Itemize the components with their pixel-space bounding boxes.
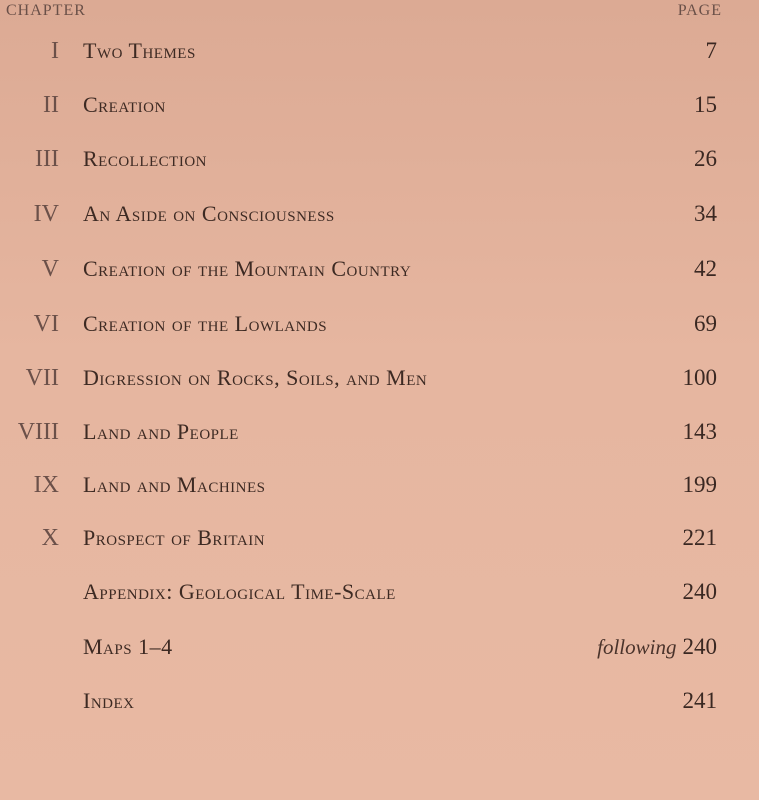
toc-row — [0, 686, 759, 726]
page-number: 221 — [682, 525, 717, 550]
page-number: 241 — [682, 688, 717, 713]
toc-row — [0, 254, 759, 294]
toc-row — [0, 523, 759, 563]
toc-row — [0, 199, 759, 239]
chapter-title: Prospect of Britain — [83, 525, 266, 550]
chapter-title: An Aside on Consciousness — [83, 201, 335, 226]
chapter-number: IX — [33, 472, 59, 498]
toc-row — [0, 309, 759, 349]
chapter-number: II — [43, 92, 59, 118]
chapter-number: IV — [33, 201, 59, 227]
chapter-title: Digression on Rocks, Soils, and Men — [83, 365, 428, 390]
toc-row — [0, 363, 759, 403]
toc-row — [0, 470, 759, 510]
chapter-title: Two Themes — [83, 38, 196, 63]
page-number: 240 — [682, 579, 717, 604]
appendix-title: Appendix: Geological Time-Scale — [83, 579, 396, 604]
page-number: 15 — [694, 92, 717, 117]
index-title: Index — [83, 688, 135, 713]
page-number: 69 — [694, 311, 717, 336]
chapter-number: VI — [33, 311, 59, 337]
toc-row — [0, 577, 759, 617]
toc-row — [0, 90, 759, 130]
chapter-number: VIII — [17, 419, 59, 445]
chapter-number: III — [35, 146, 59, 172]
chapter-title: Recollection — [83, 146, 207, 171]
chapter-number: I — [51, 38, 59, 64]
chapter-title: Land and People — [83, 419, 239, 444]
page-number: 42 — [694, 256, 717, 281]
chapter-number: V — [41, 256, 59, 282]
page-number: 26 — [694, 146, 717, 171]
following-label: following — [597, 635, 677, 659]
chapter-number: VII — [25, 365, 59, 391]
toc-row — [0, 417, 759, 457]
page-number: 7 — [705, 38, 717, 63]
chapter-title: Creation of the Mountain Country — [83, 256, 412, 281]
maps-title: Maps 1–4 — [83, 634, 173, 659]
chapter-number: X — [41, 525, 59, 551]
chapter-title: Creation — [83, 92, 166, 117]
page-number — [597, 632, 717, 662]
toc-row — [0, 36, 759, 76]
page-number: 143 — [682, 419, 717, 444]
toc-row — [0, 632, 759, 672]
page-number: 34 — [694, 201, 717, 226]
page-number: 199 — [682, 472, 717, 497]
chapter-title: Creation of the Lowlands — [83, 311, 328, 336]
chapter-column-header: CHAPTER — [6, 2, 86, 19]
toc-row — [0, 144, 759, 184]
chapter-title: Land and Machines — [83, 472, 266, 497]
page-column-header: PAGE — [677, 2, 722, 19]
page-number-value: 240 — [682, 634, 717, 659]
page-number: 100 — [682, 365, 717, 390]
